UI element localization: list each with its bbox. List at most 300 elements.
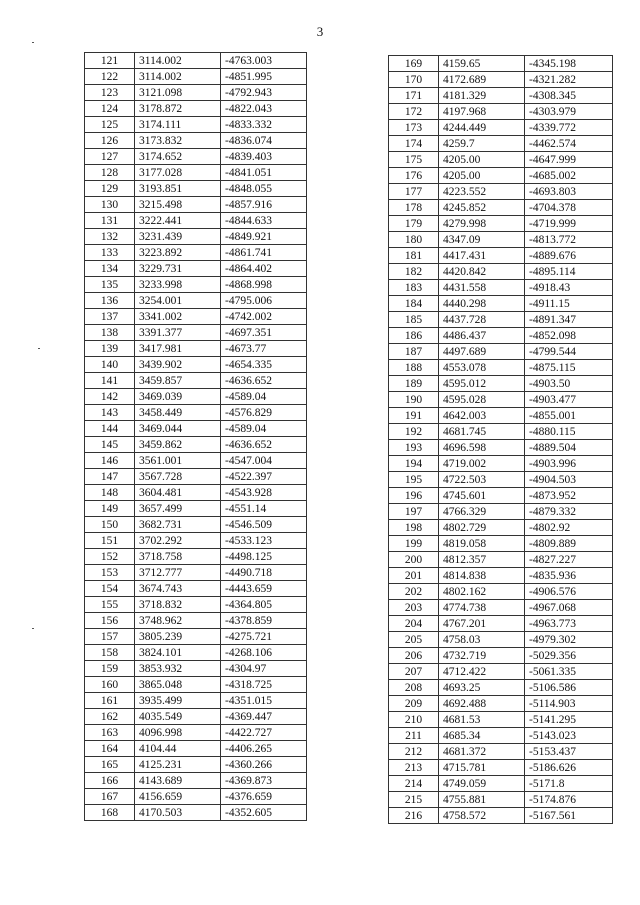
x-coordinate-cell: 4431.558 (439, 280, 525, 296)
x-coordinate-cell: 4170.503 (135, 805, 221, 821)
x-coordinate-cell: 3178.872 (135, 101, 221, 117)
y-coordinate-cell: -4852.098 (525, 328, 613, 344)
table-row (389, 248, 613, 264)
x-coordinate-cell: 4279.998 (439, 216, 525, 232)
x-coordinate-cell: 4125.231 (135, 757, 221, 773)
x-coordinate-cell: 3417.981 (135, 341, 221, 357)
x-coordinate-cell: 3233.998 (135, 277, 221, 293)
table-row (389, 456, 613, 472)
point-number-cell: 179 (389, 216, 439, 232)
table-row (389, 520, 613, 536)
x-coordinate-cell: 4347.09 (439, 232, 525, 248)
point-number-cell: 178 (389, 200, 439, 216)
table-row (85, 53, 307, 69)
table-row (389, 232, 613, 248)
y-coordinate-cell: -4693.803 (525, 184, 613, 200)
point-number-cell: 194 (389, 456, 439, 472)
x-coordinate-cell: 4681.53 (439, 712, 525, 728)
point-number-cell: 131 (85, 213, 135, 229)
point-number-cell: 207 (389, 664, 439, 680)
y-coordinate-cell: -4792.943 (221, 85, 307, 101)
y-coordinate-cell: -4839.403 (221, 149, 307, 165)
y-coordinate-cell: -4903.50 (525, 376, 613, 392)
point-number-cell: 163 (85, 725, 135, 741)
x-coordinate-cell: 4767.201 (439, 616, 525, 632)
table-row (389, 600, 613, 616)
y-coordinate-cell: -5029.356 (525, 648, 613, 664)
point-number-cell: 148 (85, 485, 135, 501)
x-coordinate-cell: 3215.498 (135, 197, 221, 213)
point-number-cell: 143 (85, 405, 135, 421)
table-row (389, 728, 613, 744)
point-number-cell: 132 (85, 229, 135, 245)
y-coordinate-cell: -4376.659 (221, 789, 307, 805)
x-coordinate-cell: 3114.002 (135, 69, 221, 85)
y-coordinate-cell: -5153.437 (525, 744, 613, 760)
scan-speck (32, 628, 34, 629)
point-number-cell: 162 (85, 709, 135, 725)
x-coordinate-cell: 4223.552 (439, 184, 525, 200)
point-number-cell: 192 (389, 424, 439, 440)
x-coordinate-cell: 4595.012 (439, 376, 525, 392)
table-row (85, 741, 307, 757)
table-row (85, 533, 307, 549)
point-number-cell: 177 (389, 184, 439, 200)
coordinates-table-right (388, 55, 613, 824)
x-coordinate-cell: 4755.881 (439, 792, 525, 808)
y-coordinate-cell: -4490.718 (221, 565, 307, 581)
point-number-cell: 135 (85, 277, 135, 293)
point-number-cell: 153 (85, 565, 135, 581)
y-coordinate-cell: -4589.04 (221, 421, 307, 437)
x-coordinate-cell: 3458.449 (135, 405, 221, 421)
table-row (85, 133, 307, 149)
point-number-cell: 145 (85, 437, 135, 453)
table-row (85, 437, 307, 453)
table-row (389, 168, 613, 184)
y-coordinate-cell: -4697.351 (221, 325, 307, 341)
point-number-cell: 133 (85, 245, 135, 261)
x-coordinate-cell: 4553.078 (439, 360, 525, 376)
x-coordinate-cell: 3459.862 (135, 437, 221, 453)
table-row (85, 405, 307, 421)
point-number-cell: 214 (389, 776, 439, 792)
x-coordinate-cell: 4035.549 (135, 709, 221, 725)
y-coordinate-cell: -4802.92 (525, 520, 613, 536)
point-number-cell: 208 (389, 680, 439, 696)
x-coordinate-cell: 4749.059 (439, 776, 525, 792)
x-coordinate-cell: 4696.598 (439, 440, 525, 456)
table-row (389, 344, 613, 360)
y-coordinate-cell: -4918.43 (525, 280, 613, 296)
point-number-cell: 134 (85, 261, 135, 277)
y-coordinate-cell: -5143.023 (525, 728, 613, 744)
point-number-cell: 186 (389, 328, 439, 344)
x-coordinate-cell: 4181.329 (439, 88, 525, 104)
table-row (389, 792, 613, 808)
table-row (85, 725, 307, 741)
table-row (85, 517, 307, 533)
y-coordinate-cell: -4498.125 (221, 549, 307, 565)
x-coordinate-cell: 3121.098 (135, 85, 221, 101)
table-row (85, 549, 307, 565)
table-row (389, 328, 613, 344)
y-coordinate-cell: -4422.727 (221, 725, 307, 741)
table-row (85, 469, 307, 485)
x-coordinate-cell: 3718.758 (135, 549, 221, 565)
y-coordinate-cell: -4351.015 (221, 693, 307, 709)
table-row (389, 536, 613, 552)
point-number-cell: 139 (85, 341, 135, 357)
point-number-cell: 173 (389, 120, 439, 136)
y-coordinate-cell: -4462.574 (525, 136, 613, 152)
y-coordinate-cell: -4857.916 (221, 197, 307, 213)
y-coordinate-cell: -4308.345 (525, 88, 613, 104)
point-number-cell: 216 (389, 808, 439, 824)
table-row (85, 565, 307, 581)
y-coordinate-cell: -4364.805 (221, 597, 307, 613)
table-row (389, 472, 613, 488)
y-coordinate-cell: -4844.633 (221, 213, 307, 229)
table-row (85, 165, 307, 181)
table-row (389, 264, 613, 280)
point-number-cell: 193 (389, 440, 439, 456)
point-number-cell: 159 (85, 661, 135, 677)
x-coordinate-cell: 3222.441 (135, 213, 221, 229)
x-coordinate-cell: 4715.781 (439, 760, 525, 776)
y-coordinate-cell: -4719.999 (525, 216, 613, 232)
table-row (389, 136, 613, 152)
table-row (389, 584, 613, 600)
point-number-cell: 130 (85, 197, 135, 213)
y-coordinate-cell: -4967.068 (525, 600, 613, 616)
table-row (85, 309, 307, 325)
x-coordinate-cell: 4143.689 (135, 773, 221, 789)
y-coordinate-cell: -4551.14 (221, 501, 307, 517)
point-number-cell: 196 (389, 488, 439, 504)
x-coordinate-cell: 3718.832 (135, 597, 221, 613)
x-coordinate-cell: 4104.44 (135, 741, 221, 757)
point-number-cell: 171 (389, 88, 439, 104)
y-coordinate-cell: -4835.936 (525, 568, 613, 584)
y-coordinate-cell: -4318.725 (221, 677, 307, 693)
point-number-cell: 211 (389, 728, 439, 744)
point-number-cell: 164 (85, 741, 135, 757)
y-coordinate-cell: -5186.626 (525, 760, 613, 776)
x-coordinate-cell: 4642.003 (439, 408, 525, 424)
x-coordinate-cell: 4685.34 (439, 728, 525, 744)
y-coordinate-cell: -5141.295 (525, 712, 613, 728)
y-coordinate-cell: -4369.873 (221, 773, 307, 789)
point-number-cell: 191 (389, 408, 439, 424)
y-coordinate-cell: -4589.04 (221, 389, 307, 405)
point-number-cell: 209 (389, 696, 439, 712)
table-row (389, 744, 613, 760)
x-coordinate-cell: 3114.002 (135, 53, 221, 69)
y-coordinate-cell: -4636.652 (221, 437, 307, 453)
x-coordinate-cell: 4802.729 (439, 520, 525, 536)
x-coordinate-cell: 3459.857 (135, 373, 221, 389)
table-row (389, 216, 613, 232)
x-coordinate-cell: 3561.001 (135, 453, 221, 469)
x-coordinate-cell: 4159.65 (439, 56, 525, 72)
y-coordinate-cell: -4861.741 (221, 245, 307, 261)
x-coordinate-cell: 4722.503 (439, 472, 525, 488)
y-coordinate-cell: -4904.503 (525, 472, 613, 488)
point-number-cell: 160 (85, 677, 135, 693)
x-coordinate-cell: 4172.689 (439, 72, 525, 88)
point-number-cell: 123 (85, 85, 135, 101)
y-coordinate-cell: -4339.772 (525, 120, 613, 136)
point-number-cell: 199 (389, 536, 439, 552)
x-coordinate-cell: 4814.838 (439, 568, 525, 584)
y-coordinate-cell: -4268.106 (221, 645, 307, 661)
x-coordinate-cell: 3935.499 (135, 693, 221, 709)
y-coordinate-cell: -4873.952 (525, 488, 613, 504)
table-row (85, 357, 307, 373)
point-number-cell: 141 (85, 373, 135, 389)
point-number-cell: 144 (85, 421, 135, 437)
x-coordinate-cell: 4156.659 (135, 789, 221, 805)
y-coordinate-cell: -5114.903 (525, 696, 613, 712)
point-number-cell: 203 (389, 600, 439, 616)
y-coordinate-cell: -4889.676 (525, 248, 613, 264)
table-row (85, 69, 307, 85)
point-number-cell: 175 (389, 152, 439, 168)
y-coordinate-cell: -4868.998 (221, 277, 307, 293)
point-number-cell: 152 (85, 549, 135, 565)
table-row (389, 56, 613, 72)
table-row (389, 680, 613, 696)
table-row (389, 296, 613, 312)
y-coordinate-cell: -4911.15 (525, 296, 613, 312)
point-number-cell: 128 (85, 165, 135, 181)
x-coordinate-cell: 3712.777 (135, 565, 221, 581)
y-coordinate-cell: -4742.002 (221, 309, 307, 325)
point-number-cell: 137 (85, 309, 135, 325)
table-row (389, 88, 613, 104)
table-row (389, 616, 613, 632)
table-row (85, 197, 307, 213)
y-coordinate-cell: -4813.772 (525, 232, 613, 248)
point-number-cell: 189 (389, 376, 439, 392)
y-coordinate-cell: -4848.055 (221, 181, 307, 197)
table-row (85, 261, 307, 277)
x-coordinate-cell: 4244.449 (439, 120, 525, 136)
x-coordinate-cell: 3193.851 (135, 181, 221, 197)
point-number-cell: 183 (389, 280, 439, 296)
y-coordinate-cell: -5167.561 (525, 808, 613, 824)
y-coordinate-cell: -4809.889 (525, 536, 613, 552)
table-row (85, 789, 307, 805)
point-number-cell: 140 (85, 357, 135, 373)
y-coordinate-cell: -4704.378 (525, 200, 613, 216)
y-coordinate-cell: -4895.114 (525, 264, 613, 280)
y-coordinate-cell: -4841.051 (221, 165, 307, 181)
point-number-cell: 155 (85, 597, 135, 613)
table-row (389, 440, 613, 456)
y-coordinate-cell: -4647.999 (525, 152, 613, 168)
y-coordinate-cell: -4360.266 (221, 757, 307, 773)
x-coordinate-cell: 3174.111 (135, 117, 221, 133)
x-coordinate-cell: 4205.00 (439, 168, 525, 184)
table-body (85, 53, 307, 821)
point-number-cell: 184 (389, 296, 439, 312)
table-row (85, 293, 307, 309)
table-row (85, 149, 307, 165)
y-coordinate-cell: -4275.721 (221, 629, 307, 645)
y-coordinate-cell: -4345.198 (525, 56, 613, 72)
point-number-cell: 167 (85, 789, 135, 805)
table-row (389, 392, 613, 408)
y-coordinate-cell: -4889.504 (525, 440, 613, 456)
y-coordinate-cell: -4522.397 (221, 469, 307, 485)
x-coordinate-cell: 3702.292 (135, 533, 221, 549)
table-row (389, 648, 613, 664)
table-row (389, 488, 613, 504)
table-row (85, 389, 307, 405)
point-number-cell: 146 (85, 453, 135, 469)
x-coordinate-cell: 3805.239 (135, 629, 221, 645)
x-coordinate-cell: 3567.728 (135, 469, 221, 485)
x-coordinate-cell: 4486.437 (439, 328, 525, 344)
x-coordinate-cell: 3173.832 (135, 133, 221, 149)
x-coordinate-cell: 4437.728 (439, 312, 525, 328)
point-number-cell: 174 (389, 136, 439, 152)
point-number-cell: 149 (85, 501, 135, 517)
table-row (85, 245, 307, 261)
table-row (85, 693, 307, 709)
point-number-cell: 161 (85, 693, 135, 709)
point-number-cell: 176 (389, 168, 439, 184)
table-row (85, 101, 307, 117)
point-number-cell: 127 (85, 149, 135, 165)
x-coordinate-cell: 4758.572 (439, 808, 525, 824)
table-row (85, 805, 307, 821)
table-row (389, 152, 613, 168)
x-coordinate-cell: 3748.962 (135, 613, 221, 629)
x-coordinate-cell: 4758.03 (439, 632, 525, 648)
x-coordinate-cell: 4205.00 (439, 152, 525, 168)
point-number-cell: 198 (389, 520, 439, 536)
point-number-cell: 206 (389, 648, 439, 664)
point-number-cell: 215 (389, 792, 439, 808)
y-coordinate-cell: -4795.006 (221, 293, 307, 309)
y-coordinate-cell: -4879.332 (525, 504, 613, 520)
table-row (85, 613, 307, 629)
table-row (85, 709, 307, 725)
table-row (85, 501, 307, 517)
table-row (389, 376, 613, 392)
y-coordinate-cell: -4903.996 (525, 456, 613, 472)
x-coordinate-cell: 4712.422 (439, 664, 525, 680)
y-coordinate-cell: -4849.921 (221, 229, 307, 245)
table-row (389, 104, 613, 120)
table-row (85, 757, 307, 773)
y-coordinate-cell: -4891.347 (525, 312, 613, 328)
table-row (85, 677, 307, 693)
table-row (85, 229, 307, 245)
point-number-cell: 124 (85, 101, 135, 117)
x-coordinate-cell: 3177.028 (135, 165, 221, 181)
y-coordinate-cell: -4685.002 (525, 168, 613, 184)
x-coordinate-cell: 3824.101 (135, 645, 221, 661)
point-number-cell: 156 (85, 613, 135, 629)
y-coordinate-cell: -4378.859 (221, 613, 307, 629)
x-coordinate-cell: 3865.048 (135, 677, 221, 693)
y-coordinate-cell: -4855.001 (525, 408, 613, 424)
table-row (389, 808, 613, 824)
x-coordinate-cell: 3469.044 (135, 421, 221, 437)
y-coordinate-cell: -4304.97 (221, 661, 307, 677)
y-coordinate-cell: -4543.928 (221, 485, 307, 501)
y-coordinate-cell: -4875.115 (525, 360, 613, 376)
x-coordinate-cell: 4497.689 (439, 344, 525, 360)
y-coordinate-cell: -4864.402 (221, 261, 307, 277)
table-row (389, 408, 613, 424)
y-coordinate-cell: -4352.605 (221, 805, 307, 821)
x-coordinate-cell: 4819.058 (439, 536, 525, 552)
table-row (85, 325, 307, 341)
point-number-cell: 151 (85, 533, 135, 549)
scan-speck (38, 348, 40, 349)
x-coordinate-cell: 4681.372 (439, 744, 525, 760)
x-coordinate-cell: 4440.298 (439, 296, 525, 312)
point-number-cell: 197 (389, 504, 439, 520)
x-coordinate-cell: 4719.002 (439, 456, 525, 472)
table-row (389, 696, 613, 712)
table-row (389, 632, 613, 648)
x-coordinate-cell: 4420.842 (439, 264, 525, 280)
point-number-cell: 147 (85, 469, 135, 485)
point-number-cell: 180 (389, 232, 439, 248)
point-number-cell: 157 (85, 629, 135, 645)
table-row (389, 552, 613, 568)
x-coordinate-cell: 3341.002 (135, 309, 221, 325)
point-number-cell: 213 (389, 760, 439, 776)
y-coordinate-cell: -5171.8 (525, 776, 613, 792)
y-coordinate-cell: -5061.335 (525, 664, 613, 680)
y-coordinate-cell: -4963.773 (525, 616, 613, 632)
y-coordinate-cell: -4903.477 (525, 392, 613, 408)
point-number-cell: 188 (389, 360, 439, 376)
x-coordinate-cell: 4417.431 (439, 248, 525, 264)
x-coordinate-cell: 4096.998 (135, 725, 221, 741)
y-coordinate-cell: -4321.282 (525, 72, 613, 88)
table-row (389, 760, 613, 776)
y-coordinate-cell: -4827.227 (525, 552, 613, 568)
x-coordinate-cell: 4692.488 (439, 696, 525, 712)
table-row (389, 664, 613, 680)
y-coordinate-cell: -4673.77 (221, 341, 307, 357)
point-number-cell: 122 (85, 69, 135, 85)
x-coordinate-cell: 3604.481 (135, 485, 221, 501)
y-coordinate-cell: -5106.586 (525, 680, 613, 696)
x-coordinate-cell: 4766.329 (439, 504, 525, 520)
point-number-cell: 165 (85, 757, 135, 773)
table-row (85, 117, 307, 133)
y-coordinate-cell: -4799.544 (525, 344, 613, 360)
table-row (389, 776, 613, 792)
point-number-cell: 126 (85, 133, 135, 149)
y-coordinate-cell: -4533.123 (221, 533, 307, 549)
y-coordinate-cell: -4406.265 (221, 741, 307, 757)
point-number-cell: 202 (389, 584, 439, 600)
point-number-cell: 166 (85, 773, 135, 789)
point-number-cell: 129 (85, 181, 135, 197)
y-coordinate-cell: -4880.115 (525, 424, 613, 440)
point-number-cell: 154 (85, 581, 135, 597)
